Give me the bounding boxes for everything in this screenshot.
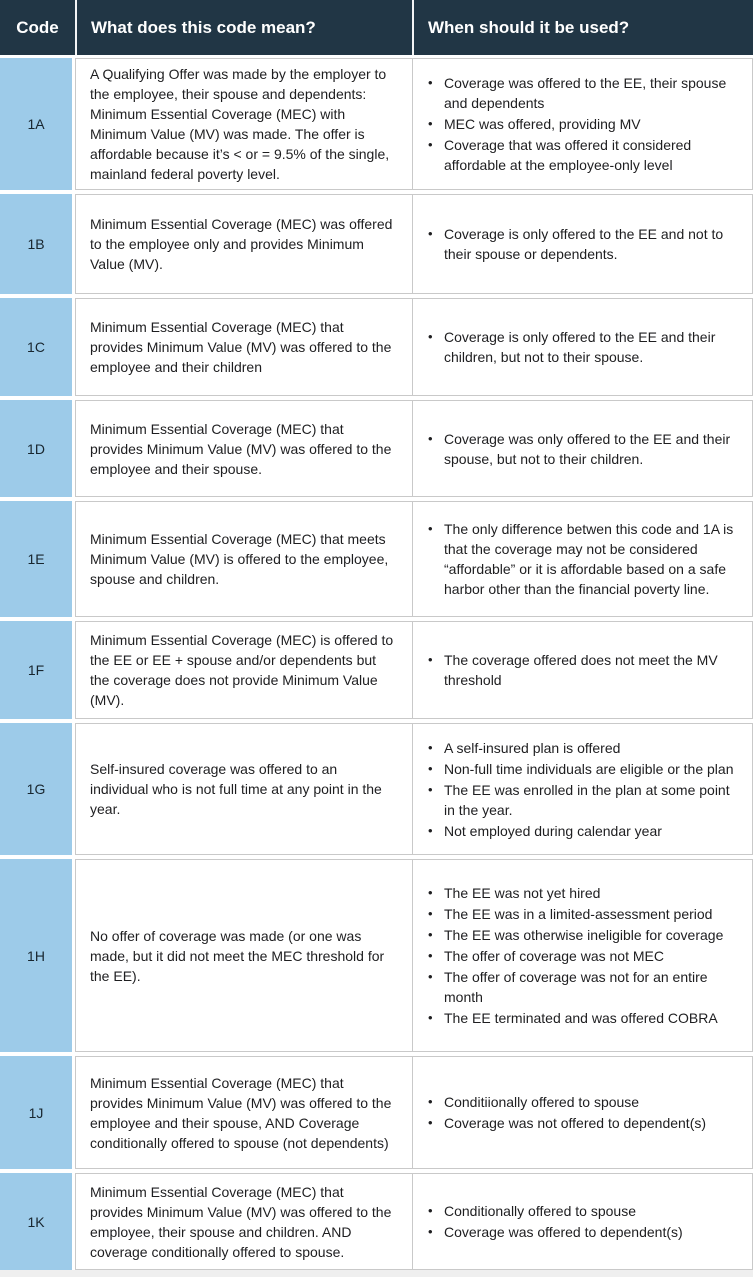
bullet-icon: •	[428, 116, 433, 131]
usage-list	[425, 72, 740, 176]
usage-item	[425, 759, 740, 779]
usage-cell	[412, 860, 752, 1051]
usage-item-text: The offer of coverage was not for an entire month	[444, 969, 708, 1005]
usage-list	[425, 428, 740, 470]
row-text-box	[75, 1056, 753, 1169]
usage-item	[425, 738, 740, 758]
row-text-box	[75, 400, 753, 497]
bullet-icon: •	[428, 927, 433, 942]
bullet-icon: •	[428, 948, 433, 963]
table-row	[0, 859, 753, 1052]
meaning-text: Minimum Essential Coverage (MEC) that provides Minimum Value (MV) was offered to the employee and their spouse.	[90, 420, 392, 477]
usage-item-text: Coverage was not offered to dependent(s)	[444, 1115, 707, 1131]
code-cell: 1E	[0, 501, 72, 617]
usage-item-text: The EE was otherwise ineligible for coverage	[444, 927, 724, 943]
bullet-icon: •	[428, 822, 433, 838]
row-text-box	[75, 501, 753, 617]
usage-cell	[412, 622, 752, 718]
bullet-icon: •	[428, 1094, 433, 1109]
usage-list	[425, 518, 740, 600]
bullet-icon: •	[428, 521, 433, 536]
usage-item-text: Coverage was only offered to the EE and their spouse, but not to their children.	[444, 430, 731, 467]
usage-item-text: Conditionally offered to spouse	[444, 1203, 636, 1219]
usage-item	[425, 135, 740, 175]
bullet-icon: •	[428, 885, 433, 900]
usage-item-text: Coverage is only offered to the EE and not to their spouse or dependents.	[444, 226, 724, 262]
usage-list	[425, 649, 740, 691]
meaning-text: Minimum Essential Coverage (MEC) that provides Minimum Value (MV) was offered to the employee and their spouse, AND Coverage conditionally offered to spouse (not dependents)	[90, 1074, 392, 1151]
usage-cell	[412, 502, 752, 616]
bullet-icon: •	[428, 1115, 433, 1130]
row-text-box	[75, 859, 753, 1052]
usage-item-text: The coverage offered does not meet the MV threshold	[444, 652, 718, 688]
usage-item	[425, 650, 740, 690]
usage-list	[425, 882, 740, 1029]
header-meaning-label: What does this code mean?	[91, 17, 316, 37]
usage-list	[425, 223, 740, 265]
usage-item-text: The EE terminated and was offered COBRA	[444, 1010, 718, 1026]
row-text-box	[75, 58, 753, 190]
usage-item	[425, 925, 740, 945]
meaning-text: Self-insured coverage was offered to an individual who is not full time at any point in the year.	[90, 761, 382, 817]
usage-cell	[412, 195, 752, 293]
usage-cell	[412, 1174, 752, 1269]
meaning-cell	[76, 622, 412, 718]
bottom-strip	[0, 1270, 753, 1277]
meaning-text: Minimum Essential Coverage (MEC) that meets Minimum Value (MV) is offered to the employee, spouse and children.	[90, 531, 389, 587]
bullet-icon: •	[428, 430, 433, 446]
row-text-box	[75, 298, 753, 396]
bullet-icon: •	[428, 226, 433, 241]
header-code-label: Code	[16, 17, 59, 37]
table-row	[0, 621, 753, 719]
usage-item	[425, 1222, 683, 1242]
meaning-cell	[76, 1057, 412, 1168]
meaning-text: Minimum Essential Coverage (MEC) was offered to the employee only and provides Minimum Value (MV).	[90, 216, 393, 272]
usage-item	[425, 114, 740, 134]
usage-item	[425, 1201, 683, 1221]
meaning-text: Minimum Essential Coverage (MEC) that provides Minimum Value (MV) was offered to the employee, their spouse and children. AND coverage conditionally offered to spouse.	[90, 1183, 392, 1260]
bullet-icon: •	[428, 137, 433, 152]
bullet-icon: •	[428, 906, 433, 921]
bullet-icon: •	[428, 739, 433, 755]
header-usage-label: When should it be used?	[428, 17, 630, 37]
row-text-box	[75, 194, 753, 294]
usage-list	[425, 1091, 706, 1134]
usage-list	[425, 326, 740, 368]
usage-item	[425, 821, 740, 841]
row-text-box	[75, 723, 753, 855]
meaning-text: Minimum Essential Coverage (MEC) is offered to the EE or EE + spouse and/or dependents but the coverage does not provide Minimum Value (MV).	[90, 632, 394, 708]
meaning-cell	[76, 502, 412, 616]
code-cell: 1B	[0, 194, 72, 294]
bullet-icon: •	[428, 969, 433, 984]
table-row	[0, 723, 753, 855]
usage-item	[425, 327, 740, 367]
table-row	[0, 194, 753, 294]
meaning-cell	[76, 401, 412, 496]
meaning-cell	[76, 1174, 412, 1269]
usage-item-text: MEC was offered, providing MV	[444, 116, 641, 132]
header-meaning	[75, 0, 412, 55]
row-text-box	[75, 621, 753, 719]
usage-item	[425, 519, 740, 599]
code-cell: 1A	[0, 58, 72, 190]
bullet-icon: •	[428, 1203, 433, 1218]
meaning-cell	[76, 195, 412, 293]
usage-cell	[412, 724, 752, 854]
row-text-box	[75, 1173, 753, 1270]
usage-item	[425, 883, 740, 903]
table-header-row	[0, 0, 753, 55]
usage-item-text: Coverage that was offered it considered affordable at the employee-only level	[444, 137, 692, 173]
usage-item	[425, 967, 740, 1007]
usage-item	[425, 73, 740, 113]
usage-item-text: The only difference betwen this code and 1A is that the coverage may not be considered “affordable” or it is affordable based on a safe harbor other than the financial poverty line.	[444, 521, 734, 597]
usage-item-text: Coverage was offered to the EE, their spouse and dependents	[444, 75, 727, 111]
usage-item	[425, 1008, 740, 1028]
bullet-icon: •	[428, 781, 433, 797]
usage-item-text: A self-insured plan is offered	[444, 739, 621, 756]
bullet-icon: •	[428, 75, 433, 90]
usage-item	[425, 1092, 706, 1112]
usage-item-text: The EE was in a limited-assessment period	[444, 906, 713, 922]
usage-item	[425, 780, 740, 820]
table-row	[0, 298, 753, 396]
usage-item-text: Non-full time individuals are eligible or the plan	[444, 760, 734, 777]
usage-item	[425, 429, 740, 469]
table-body	[0, 58, 753, 1270]
table-row	[0, 1056, 753, 1169]
meaning-text: A Qualifying Offer was made by the employer to the employee, their spouse and dependents: Minimum Essential Coverage (MEC) with Minimum Value (MV) was made. The offer is affordable because it’s < or = 9.5% of the single, mainland federal poverty level.	[90, 66, 390, 182]
meaning-cell	[76, 59, 412, 189]
bullet-icon: •	[428, 1224, 433, 1239]
meaning-cell	[76, 724, 412, 854]
bullet-icon: •	[428, 652, 433, 667]
code-cell: 1G	[0, 723, 72, 855]
code-cell: 1J	[0, 1056, 72, 1169]
bullet-icon: •	[428, 760, 433, 776]
usage-item	[425, 946, 740, 966]
code-cell: 1H	[0, 859, 72, 1052]
usage-cell	[412, 401, 752, 496]
usage-cell	[412, 1057, 752, 1168]
meaning-text: No offer of coverage was made (or one was made, but it did not meet the MEC threshold for the EE).	[90, 927, 385, 984]
usage-item-text: The EE was not yet hired	[444, 885, 601, 901]
table-row	[0, 501, 753, 617]
usage-item-text: Conditiionally offered to spouse	[444, 1094, 640, 1110]
code-cell: 1K	[0, 1173, 72, 1270]
usage-item-text: The EE was enrolled in the plan at some point in the year.	[444, 781, 730, 818]
header-usage	[412, 0, 753, 55]
usage-cell	[412, 59, 752, 189]
usage-item	[425, 224, 740, 264]
header-code	[0, 0, 75, 55]
code-cell: 1F	[0, 621, 72, 719]
usage-item-text: The offer of coverage was not MEC	[444, 948, 664, 964]
usage-item-text: Not employed during calendar year	[444, 822, 662, 839]
table-row	[0, 58, 753, 190]
usage-item-text: Coverage is only offered to the EE and their children, but not to their spouse.	[444, 329, 716, 365]
bullet-icon: •	[428, 1010, 433, 1025]
table-row	[0, 400, 753, 497]
meaning-cell	[76, 299, 412, 395]
usage-list	[425, 737, 740, 842]
usage-list	[425, 1200, 683, 1243]
usage-item	[425, 1113, 706, 1133]
meaning-text: Minimum Essential Coverage (MEC) that provides Minimum Value (MV) was offered to the employee and their children	[90, 319, 392, 375]
usage-item-text: Coverage was offered to dependent(s)	[444, 1224, 683, 1240]
code-cell: 1C	[0, 298, 72, 396]
usage-cell	[412, 299, 752, 395]
bullet-icon: •	[428, 329, 433, 344]
table-row	[0, 1173, 753, 1270]
meaning-cell	[76, 860, 412, 1051]
usage-item	[425, 904, 740, 924]
code-cell: 1D	[0, 400, 72, 497]
